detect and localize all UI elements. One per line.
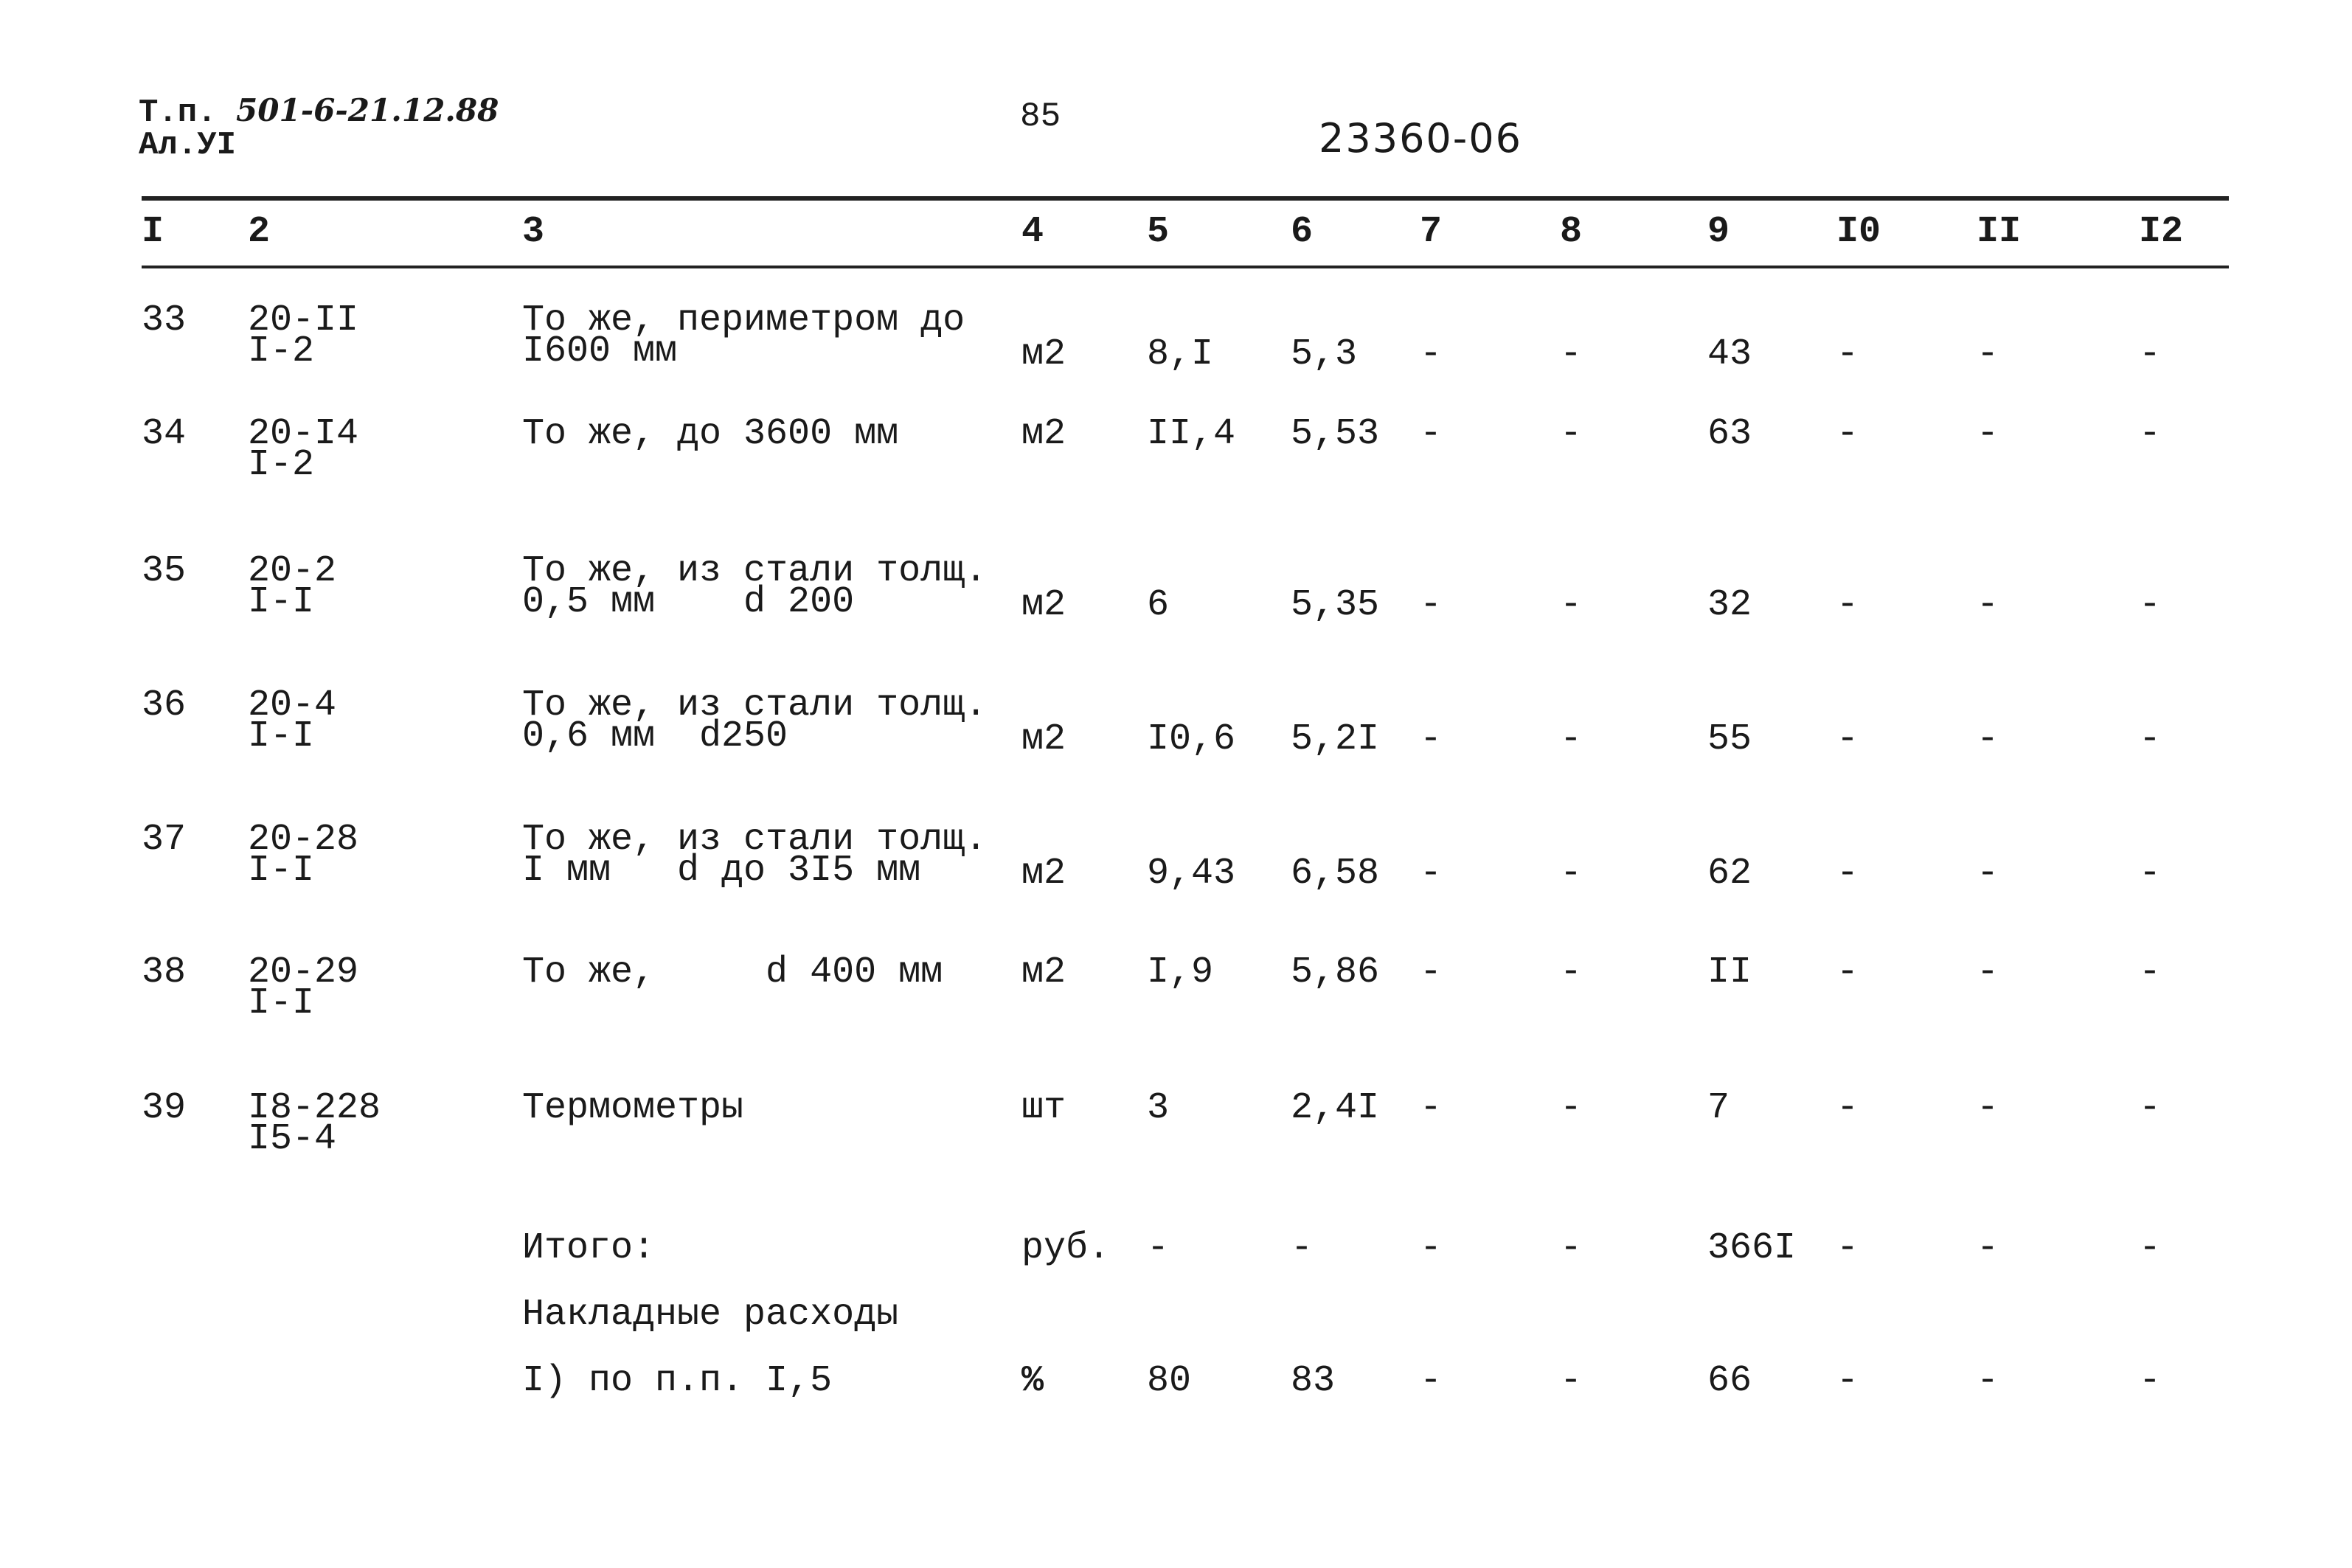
- value-cell: I,9: [1147, 951, 1214, 993]
- value-cell: 5,35: [1291, 584, 1380, 626]
- column-header: 8: [1560, 211, 1583, 253]
- unit-cell: %: [1021, 1360, 1044, 1402]
- value-cell: -: [1560, 951, 1583, 993]
- value-cell: 43: [1707, 333, 1752, 375]
- column-header: 7: [1420, 211, 1443, 253]
- value-cell: -: [1560, 853, 1583, 895]
- column-header: 5: [1147, 211, 1170, 253]
- rate-code: 20-28: [248, 819, 359, 861]
- value-cell: -: [1977, 584, 1999, 626]
- table-header-rule: [142, 266, 2229, 268]
- overhead-value-cell: -: [1977, 1360, 1999, 1402]
- value-cell: 32: [1707, 584, 1752, 626]
- value-cell: -: [1560, 333, 1583, 375]
- rate-code: 20-4: [248, 684, 337, 726]
- page-number: 85: [1020, 97, 1061, 136]
- overhead-value-cell: -: [1836, 1360, 1859, 1402]
- column-header: 6: [1291, 211, 1314, 253]
- row-number: 35: [142, 550, 187, 592]
- column-header: 9: [1707, 211, 1730, 253]
- column-header: 3: [522, 211, 545, 253]
- value-cell: 55: [1707, 718, 1752, 760]
- column-header: 4: [1021, 211, 1044, 253]
- value-cell: -: [1420, 718, 1443, 760]
- value-cell: -: [1836, 333, 1859, 375]
- item-description: То же, из стали толщ.: [522, 819, 988, 861]
- row-number: 38: [142, 951, 187, 993]
- row-number: 34: [142, 413, 187, 455]
- rate-code: I8-228: [248, 1087, 381, 1129]
- rate-code-sub: I-I: [248, 581, 315, 623]
- value-cell: -: [1836, 584, 1859, 626]
- unit-cell: м2: [1021, 413, 1066, 455]
- rate-code: 20-I4: [248, 413, 359, 455]
- total-value-cell: -: [1420, 1227, 1443, 1269]
- value-cell: -: [2139, 413, 2162, 455]
- row-number: 37: [142, 819, 187, 861]
- unit-cell: руб.: [1021, 1227, 1111, 1269]
- value-cell: -: [1560, 718, 1583, 760]
- value-cell: 3: [1147, 1087, 1170, 1129]
- value-cell: -: [1420, 333, 1443, 375]
- value-cell: -: [2139, 951, 2162, 993]
- value-cell: I0,6: [1147, 718, 1236, 760]
- rate-code: 20-29: [248, 951, 359, 993]
- value-cell: 9,43: [1147, 853, 1236, 895]
- value-cell: -: [1420, 951, 1443, 993]
- unit-cell: м2: [1021, 718, 1066, 760]
- column-header: 2: [248, 211, 271, 253]
- series-number: 501-6-21.12.88: [236, 92, 499, 128]
- value-cell: -: [1977, 333, 1999, 375]
- value-cell: 6,58: [1291, 853, 1380, 895]
- value-cell: -: [2139, 853, 2162, 895]
- rate-code-sub: I-2: [248, 444, 315, 486]
- value-cell: -: [1836, 413, 1859, 455]
- total-value-cell: -: [2139, 1227, 2162, 1269]
- value-cell: -: [1420, 1087, 1443, 1129]
- value-cell: -: [1977, 718, 1999, 760]
- rate-code-sub: I-2: [248, 330, 315, 372]
- rate-code: 20-II: [248, 299, 359, 341]
- value-cell: -: [1560, 584, 1583, 626]
- item-description-line2: 0,6 мм d250: [522, 715, 788, 757]
- overhead-value-cell: 66: [1707, 1360, 1752, 1402]
- value-cell: 7: [1707, 1087, 1730, 1129]
- value-cell: -: [1836, 951, 1859, 993]
- value-cell: 5,2I: [1291, 718, 1380, 760]
- table-top-rule: [142, 196, 2229, 201]
- value-cell: 62: [1707, 853, 1752, 895]
- rate-code-sub: I-I: [248, 982, 315, 1024]
- item-description-line2: 0,5 мм d 200: [522, 581, 855, 623]
- overhead-value-cell: 83: [1291, 1360, 1336, 1402]
- value-cell: -: [1560, 413, 1583, 455]
- row-number: 39: [142, 1087, 187, 1129]
- unit-cell: м2: [1021, 951, 1066, 993]
- overhead-value-cell: -: [2139, 1360, 2162, 1402]
- value-cell: 5,86: [1291, 951, 1380, 993]
- value-cell: -: [1977, 951, 1999, 993]
- overhead-value-cell: 80: [1147, 1360, 1192, 1402]
- unit-cell: м2: [1021, 853, 1066, 895]
- total-value-cell: -: [1560, 1227, 1583, 1269]
- total-value-cell: 366I: [1707, 1227, 1797, 1269]
- value-cell: II: [1707, 951, 1752, 993]
- value-cell: -: [1420, 853, 1443, 895]
- item-description-line2: I мм d до 3I5 мм: [522, 850, 921, 892]
- item-description: Термометры: [522, 1087, 744, 1129]
- rate-code-sub: I-I: [248, 715, 315, 757]
- value-cell: -: [1560, 1087, 1583, 1129]
- value-cell: 2,4I: [1291, 1087, 1380, 1129]
- value-cell: -: [2139, 718, 2162, 760]
- value-cell: -: [1977, 413, 1999, 455]
- value-cell: -: [1836, 853, 1859, 895]
- value-cell: 5,53: [1291, 413, 1380, 455]
- rate-code-sub: I5-4: [248, 1118, 337, 1160]
- row-number: 36: [142, 684, 187, 726]
- series-header: [139, 94, 499, 162]
- column-header: II: [1977, 211, 2022, 253]
- item-description: То же, d 400 мм: [522, 951, 943, 993]
- column-header: I: [142, 211, 164, 253]
- column-header: I0: [1836, 211, 1881, 253]
- item-description-line2: I600 мм: [522, 330, 678, 372]
- item-description: То же, периметром до: [522, 299, 965, 341]
- value-cell: 5,3: [1291, 333, 1358, 375]
- value-cell: -: [1420, 584, 1443, 626]
- value-cell: -: [2139, 333, 2162, 375]
- total-label: Итого:: [522, 1227, 656, 1269]
- rate-code-sub: I-I: [248, 850, 315, 892]
- total-value-cell: -: [1291, 1227, 1314, 1269]
- overhead-value-cell: -: [1420, 1360, 1443, 1402]
- row-number: 33: [142, 299, 187, 341]
- item-description: То же, до 3600 мм: [522, 413, 899, 455]
- value-cell: 8,I: [1147, 333, 1214, 375]
- item-description: То же, из стали толщ.: [522, 550, 988, 592]
- value-cell: -: [1836, 1087, 1859, 1129]
- item-description: То же, из стали толщ.: [522, 684, 988, 726]
- value-cell: -: [1977, 853, 1999, 895]
- overhead-value-cell: -: [1560, 1360, 1583, 1402]
- value-cell: 6: [1147, 584, 1170, 626]
- document-code: 23360-06: [1319, 115, 1522, 162]
- overhead-heading: Накладные расходы: [522, 1294, 899, 1336]
- value-cell: -: [2139, 584, 2162, 626]
- value-cell: -: [1420, 413, 1443, 455]
- total-value-cell: -: [1836, 1227, 1859, 1269]
- series-prefix: Т.п.: [139, 94, 217, 131]
- value-cell: II,4: [1147, 413, 1236, 455]
- value-cell: -: [1977, 1087, 1999, 1129]
- unit-cell: шт: [1021, 1087, 1066, 1129]
- unit-cell: м2: [1021, 584, 1066, 626]
- overhead-label: I) по п.п. I,5: [522, 1360, 833, 1402]
- album-label: Ал.УI: [139, 127, 237, 164]
- value-cell: -: [2139, 1087, 2162, 1129]
- column-header: I2: [2139, 211, 2184, 253]
- total-value-cell: -: [1147, 1227, 1170, 1269]
- rate-code: 20-2: [248, 550, 337, 592]
- total-value-cell: -: [1977, 1227, 1999, 1269]
- value-cell: -: [1836, 718, 1859, 760]
- unit-cell: м2: [1021, 333, 1066, 375]
- value-cell: 63: [1707, 413, 1752, 455]
